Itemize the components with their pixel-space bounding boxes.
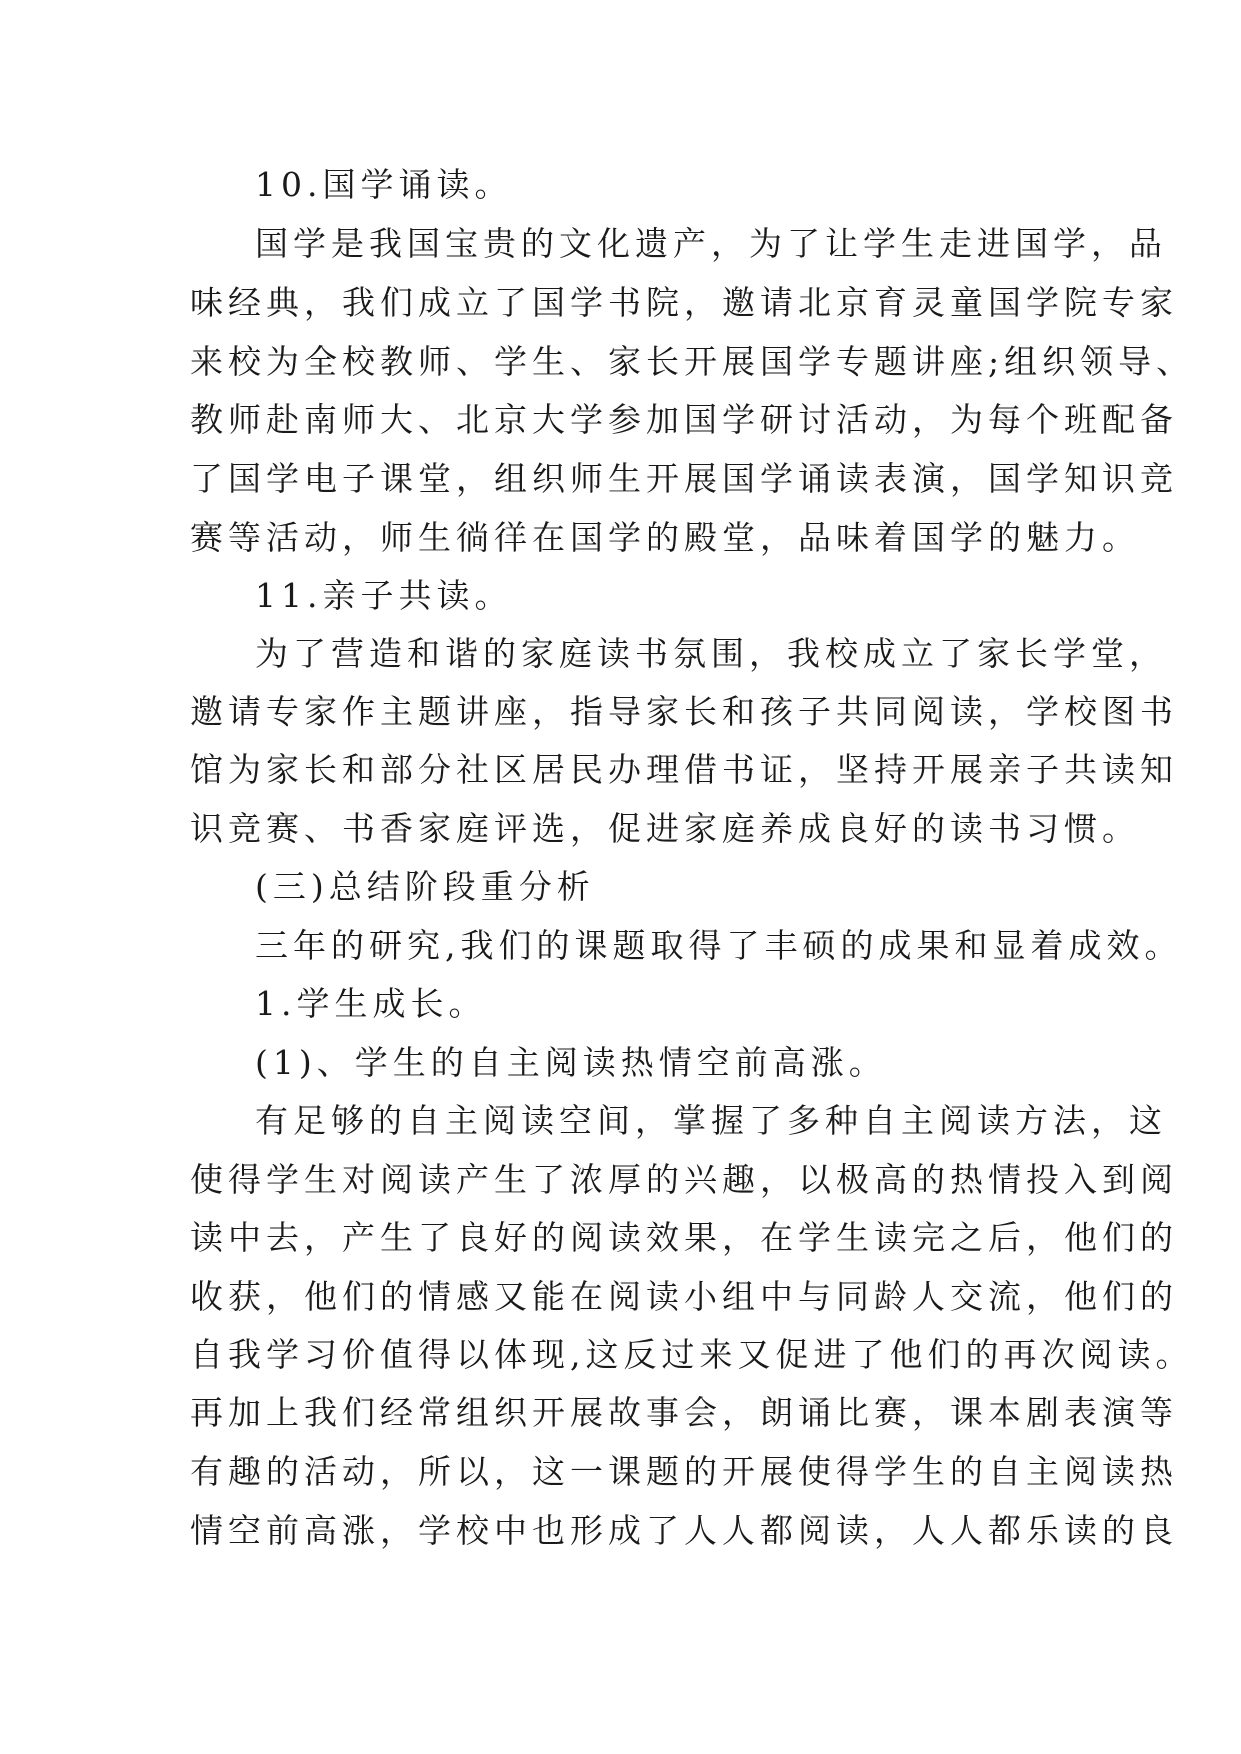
subheading-reading-passion: (1)、学生的自主阅读热情空前高涨。 xyxy=(255,1043,887,1082)
paragraph-line: 国学是我国宝贵的文化遗产，为了让学生走进国学，品 xyxy=(255,224,1167,263)
section-heading-summary: (三)总结阶段重分析 xyxy=(255,867,595,906)
paragraph-line: 味经典，我们成立了国学书院，邀请北京育灵童国学院专家 xyxy=(190,283,1178,322)
heading-student-growth: 1.学生成长。 xyxy=(255,984,487,1023)
paragraph-line: 为了营造和谐的家庭读书氛围，我校成立了家长学堂， xyxy=(255,634,1167,673)
paragraph-line: 使得学生对阅读产生了浓厚的兴趣，以极高的热情投入到阅 xyxy=(190,1160,1178,1199)
paragraph-line: 读中去，产生了良好的阅读效果，在学生读完之后，他们的 xyxy=(190,1218,1178,1257)
paragraph-line: 了国学电子课堂，组织师生开展国学诵读表演，国学知识竞 xyxy=(190,459,1178,498)
paragraph-line: 有趣的活动，所以，这一课题的开展使得学生的自主阅读热 xyxy=(190,1452,1178,1491)
paragraph-line: 三年的研究,我们的课题取得了丰硕的成果和显着成效。 xyxy=(255,926,1183,965)
heading-guoxue-songdu: 10.国学诵读。 xyxy=(255,165,513,204)
paragraph-line: 邀请专家作主题讲座，指导家长和孩子共同阅读，学校图书 xyxy=(190,692,1178,731)
paragraph-line: 有足够的自主阅读空间，掌握了多种自主阅读方法，这 xyxy=(255,1101,1167,1140)
paragraph-line: 教师赴南师大、北京大学参加国学研讨活动，为每个班配备 xyxy=(190,400,1178,439)
paragraph-line: 来校为全校教师、学生、家长开展国学专题讲座;组织领导、 xyxy=(190,342,1195,381)
paragraph-line: 赛等活动，师生徜徉在国学的殿堂，品味着国学的魅力。 xyxy=(190,518,1140,557)
paragraph-line: 收获，他们的情感又能在阅读小组中与同龄人交流，他们的 xyxy=(190,1277,1178,1316)
heading-qinzi-gongdu: 11.亲子共读。 xyxy=(255,576,513,615)
paragraph-line: 馆为家长和部分社区居民办理借书证，坚持开展亲子共读知 xyxy=(190,750,1178,789)
paragraph-line: 自我学习价值得以体现,这反过来又促进了他们的再次阅读。 xyxy=(190,1335,1194,1374)
paragraph-line: 情空前高涨，学校中也形成了人人都阅读，人人都乐读的良 xyxy=(190,1511,1178,1550)
paragraph-line: 再加上我们经常组织开展故事会，朗诵比赛，课本剧表演等 xyxy=(190,1393,1178,1432)
paragraph-line: 识竞赛、书香家庭评选，促进家庭养成良好的读书习惯。 xyxy=(190,809,1140,848)
